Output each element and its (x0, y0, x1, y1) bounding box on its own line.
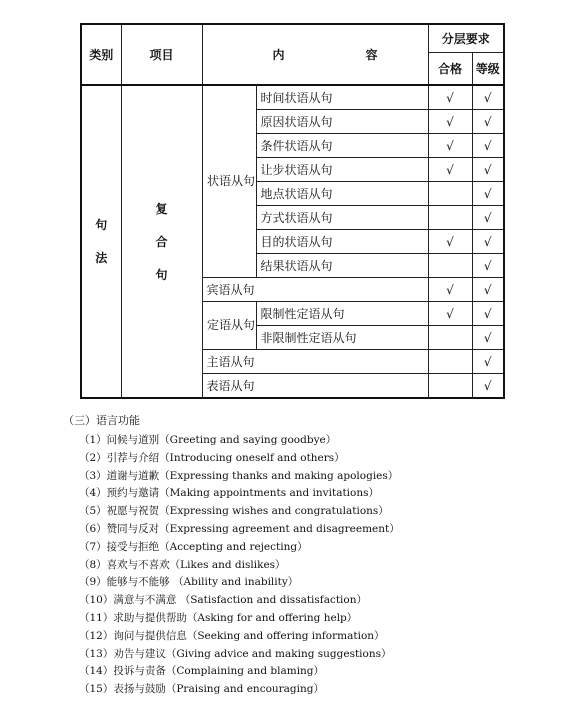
grade-check: √ (472, 182, 504, 206)
list-item: （1）问候与道别（Greeting and saying goodbye） (79, 434, 337, 446)
grade-check: √ (472, 302, 504, 326)
list-item: （4）预约与邀请（Making appointments and invitations） (79, 487, 379, 500)
pass-check (428, 254, 472, 278)
grade-check: √ (472, 230, 504, 254)
clause-label: 条件状语从句 (256, 134, 428, 158)
section-title: （三）语言功能 (63, 414, 140, 427)
grade-check: √ (472, 278, 504, 302)
pass-check (428, 206, 472, 230)
clause-label: 时间状语从句 (256, 85, 428, 110)
category-char-line: 句 (95, 218, 108, 232)
pass-check: √ (428, 134, 472, 158)
list-item: （6）赞同与反对（Expressing agreement and disagreement） (79, 522, 400, 535)
list-item: （13）劝告与建议（Giving advice and making suggestions） (79, 647, 392, 660)
list-item: （2）引荐与介绍（Introducing oneself and others） (79, 451, 345, 464)
adverbial-group (207, 170, 256, 193)
attributive-group (207, 314, 256, 337)
clause-label: 限制性定语从句 (256, 302, 428, 326)
list-item: （3）道谢与道歉（Expressing thanks and making apologies） (79, 469, 399, 482)
header-category: 类别 (81, 24, 121, 85)
clause-label: 结果状语从句 (256, 254, 428, 278)
grade-check: √ (472, 85, 504, 110)
category-char (82, 218, 121, 265)
grade-check: √ (472, 326, 504, 350)
clause-label: 方式状语从句 (256, 206, 428, 230)
pass-check: √ (428, 302, 472, 326)
clause-label: 目的状语从句 (256, 230, 428, 254)
list-item: （11）求助与提供帮助（Asking for and offering help） (79, 611, 358, 624)
grade-check: √ (472, 206, 504, 230)
header-grade: 等级 (472, 53, 504, 86)
item-char-line: 句 (155, 267, 168, 282)
header-pass: 合格 (428, 53, 472, 86)
attributive-group-line: 定语从 (206, 318, 243, 332)
pass-check: √ (428, 158, 472, 182)
grade-check: √ (472, 350, 504, 374)
item-cell (121, 85, 202, 398)
adverbial-group-line: 句 (243, 174, 256, 188)
list-item: （15）表扬与鼓励（Praising and encouraging） (79, 683, 324, 696)
attributive-group-cell (202, 302, 256, 350)
pass-check (428, 326, 472, 350)
header-content-right: 容 (365, 47, 378, 62)
header-levels: 分层要求 (428, 24, 504, 53)
header-content-left: 内 (272, 47, 285, 62)
language-functions-list (79, 432, 400, 699)
list-item: （12）询问与提供信息（Seeking and offering information） (79, 629, 385, 642)
pass-check (428, 350, 472, 374)
grade-check: √ (472, 110, 504, 134)
list-item: （10）满意与不满意 （Satisfaction and dissatisfaction） (79, 594, 367, 607)
pass-check (428, 374, 472, 399)
clause-label: 表语从句 (202, 374, 428, 399)
category-char-line: 法 (95, 251, 108, 265)
clause-label: 原因状语从句 (256, 110, 428, 134)
clause-label: 非限制性定语从句 (256, 326, 428, 350)
pass-check: √ (428, 110, 472, 134)
list-item: （8）喜欢与不喜欢（Likes and dislikes） (79, 558, 286, 571)
list-item: （7）接受与拒绝（Accepting and rejecting） (79, 540, 308, 553)
grammar-requirements-table (80, 23, 505, 399)
grade-check: √ (472, 374, 504, 399)
list-item: （9）能够与不能够 （Ability and inability） (79, 576, 299, 589)
list-item: （14）投诉与责备（Complaining and blaming） (79, 665, 325, 678)
item-char (122, 202, 202, 282)
pass-check: √ (428, 230, 472, 254)
clause-label: 让步状语从句 (256, 158, 428, 182)
pass-check: √ (428, 278, 472, 302)
category-cell (81, 85, 121, 398)
attributive-group-line: 句 (243, 318, 256, 332)
pass-check: √ (428, 85, 472, 110)
item-char-line: 复 (155, 201, 168, 216)
clause-label: 宾语从句 (202, 278, 428, 302)
list-item: （5）祝愿与祝贺（Expressing wishes and congratulations） (79, 505, 389, 518)
grade-check: √ (472, 134, 504, 158)
header-content (202, 24, 428, 85)
item-char-line: 合 (155, 234, 168, 249)
table-row (81, 85, 504, 110)
clause-label: 主语从句 (202, 350, 428, 374)
pass-check (428, 182, 472, 206)
grade-check: √ (472, 158, 504, 182)
clause-label: 地点状语从句 (256, 182, 428, 206)
adverbial-group-cell (202, 85, 256, 278)
adverbial-group-line: 状语从 (206, 174, 243, 188)
grade-check: √ (472, 254, 504, 278)
header-item: 项目 (121, 24, 202, 85)
